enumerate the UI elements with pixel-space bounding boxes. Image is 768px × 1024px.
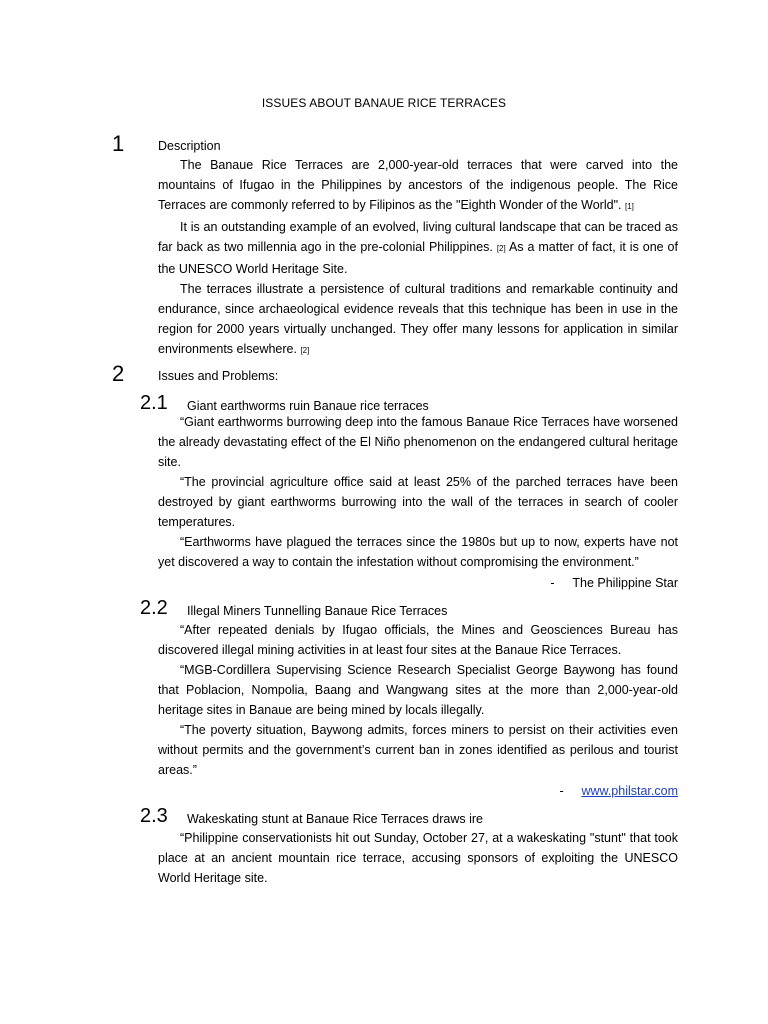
section-1-body (158, 155, 678, 361)
reference-marker[interactable]: [1] (624, 202, 634, 211)
subsection-2-2-body (158, 620, 678, 780)
subsection-2-1-paragraph-2: “The provincial agriculture office said at least 25% of the parched terraces have been destroyed by giant earthworms burrowing into the wall of the terraces in search of cooler temperatures. (158, 475, 678, 529)
source-dash: - (550, 576, 555, 590)
reference-marker[interactable]: [2] (300, 346, 310, 355)
reference-marker[interactable]: [2] (496, 244, 506, 253)
subsection-2-3-number: 2.3 (140, 805, 168, 827)
section-1-heading: Description (158, 139, 221, 153)
subsection-2-1-body (158, 412, 678, 572)
subsection-2-2-paragraph-1: “After repeated denials by Ifugao officials, the Mines and Geosciences Bureau has discovered illegal mining activities in at least four sites at the Banaue Rice Terraces. (158, 623, 678, 657)
subsection-2-1-source (550, 575, 678, 591)
section-1-paragraph-2: It is an outstanding example of an evolved, living cultural landscape that can be traced as far back as two millennia ago in the pre-colonial Philippines. [2] As a matter of fact, it is one of the UNESCO World Heritage Site. (158, 220, 678, 276)
section-2-heading: Issues and Problems: (158, 369, 279, 383)
subsection-2-2-paragraph-3: “The poverty situation, Baywong admits, forces miners to persist on their activities even without permits and the government’s current ban in zones identified as perilous and tourist areas.” (158, 723, 678, 777)
subsection-2-2-number: 2.2 (140, 597, 168, 619)
subsection-2-1-paragraph-1: “Giant earthworms burrowing deep into the famous Banaue Rice Terraces have worsened the already devastating effect of the El Niño phenomenon on the endangered cultural heritage site. (158, 415, 678, 469)
section-2-number: 2 (112, 361, 125, 386)
subsection-2-2-paragraph-2: “MGB-Cordillera Supervising Science Research Specialist George Baywong has found that Poblacion, Nompolia, Baang and Wangwang sites at the more than 2,000-year-old heritage sites in Banaue are being mined by locals illegally. (158, 663, 678, 717)
source-dash: - (559, 784, 564, 798)
section-1-paragraph-1: The Banaue Rice Terraces are 2,000-year-old terraces that were carved into the mountains of Ifugao in the Philippines by ancestors of the indigenous people. The Rice Terraces are commonly referred to by Filipinos as the "Eighth Wonder of the World". [1] (158, 158, 678, 212)
subsection-2-3-body (158, 828, 678, 888)
subsection-2-3-heading: Wakeskating stunt at Banaue Rice Terraces draws ire (187, 812, 483, 826)
section-1-paragraph-3: The terraces illustrate a persistence of cultural traditions and remarkable continuity and endurance, since archaeological evidence reveals that this technique has been in use in the region for 2000 years virtually unchanged. They offer many lessons for application in similar environments elsewhere. [2] (158, 282, 678, 356)
subsection-2-2-heading: Illegal Miners Tunnelling Banaue Rice Terraces (187, 604, 448, 618)
philstar-link[interactable]: www.philstar.com (581, 784, 678, 798)
subsection-2-1-number: 2.1 (140, 392, 168, 414)
subsection-2-1-paragraph-3: “Earthworms have plagued the terraces since the 1980s but up to now, experts have not yet discovered a way to contain the infestation without compromising the environment.” (158, 535, 678, 569)
source-name: The Philippine Star (572, 576, 678, 590)
subsection-2-2-source (559, 783, 678, 799)
document-title: ISSUES ABOUT BANAUE RICE TERRACES (261, 96, 507, 110)
subsection-2-3-paragraph-1: “Philippine conservationists hit out Sunday, October 27, at a wakeskating "stunt" that took place at an ancient mountain rice terrace, accusing sponsors of exploiting the UNESCO World Heritage site. (158, 831, 678, 885)
section-1-number: 1 (112, 131, 125, 156)
subsection-2-1-heading: Giant earthworms ruin Banaue rice terraces (187, 399, 429, 413)
